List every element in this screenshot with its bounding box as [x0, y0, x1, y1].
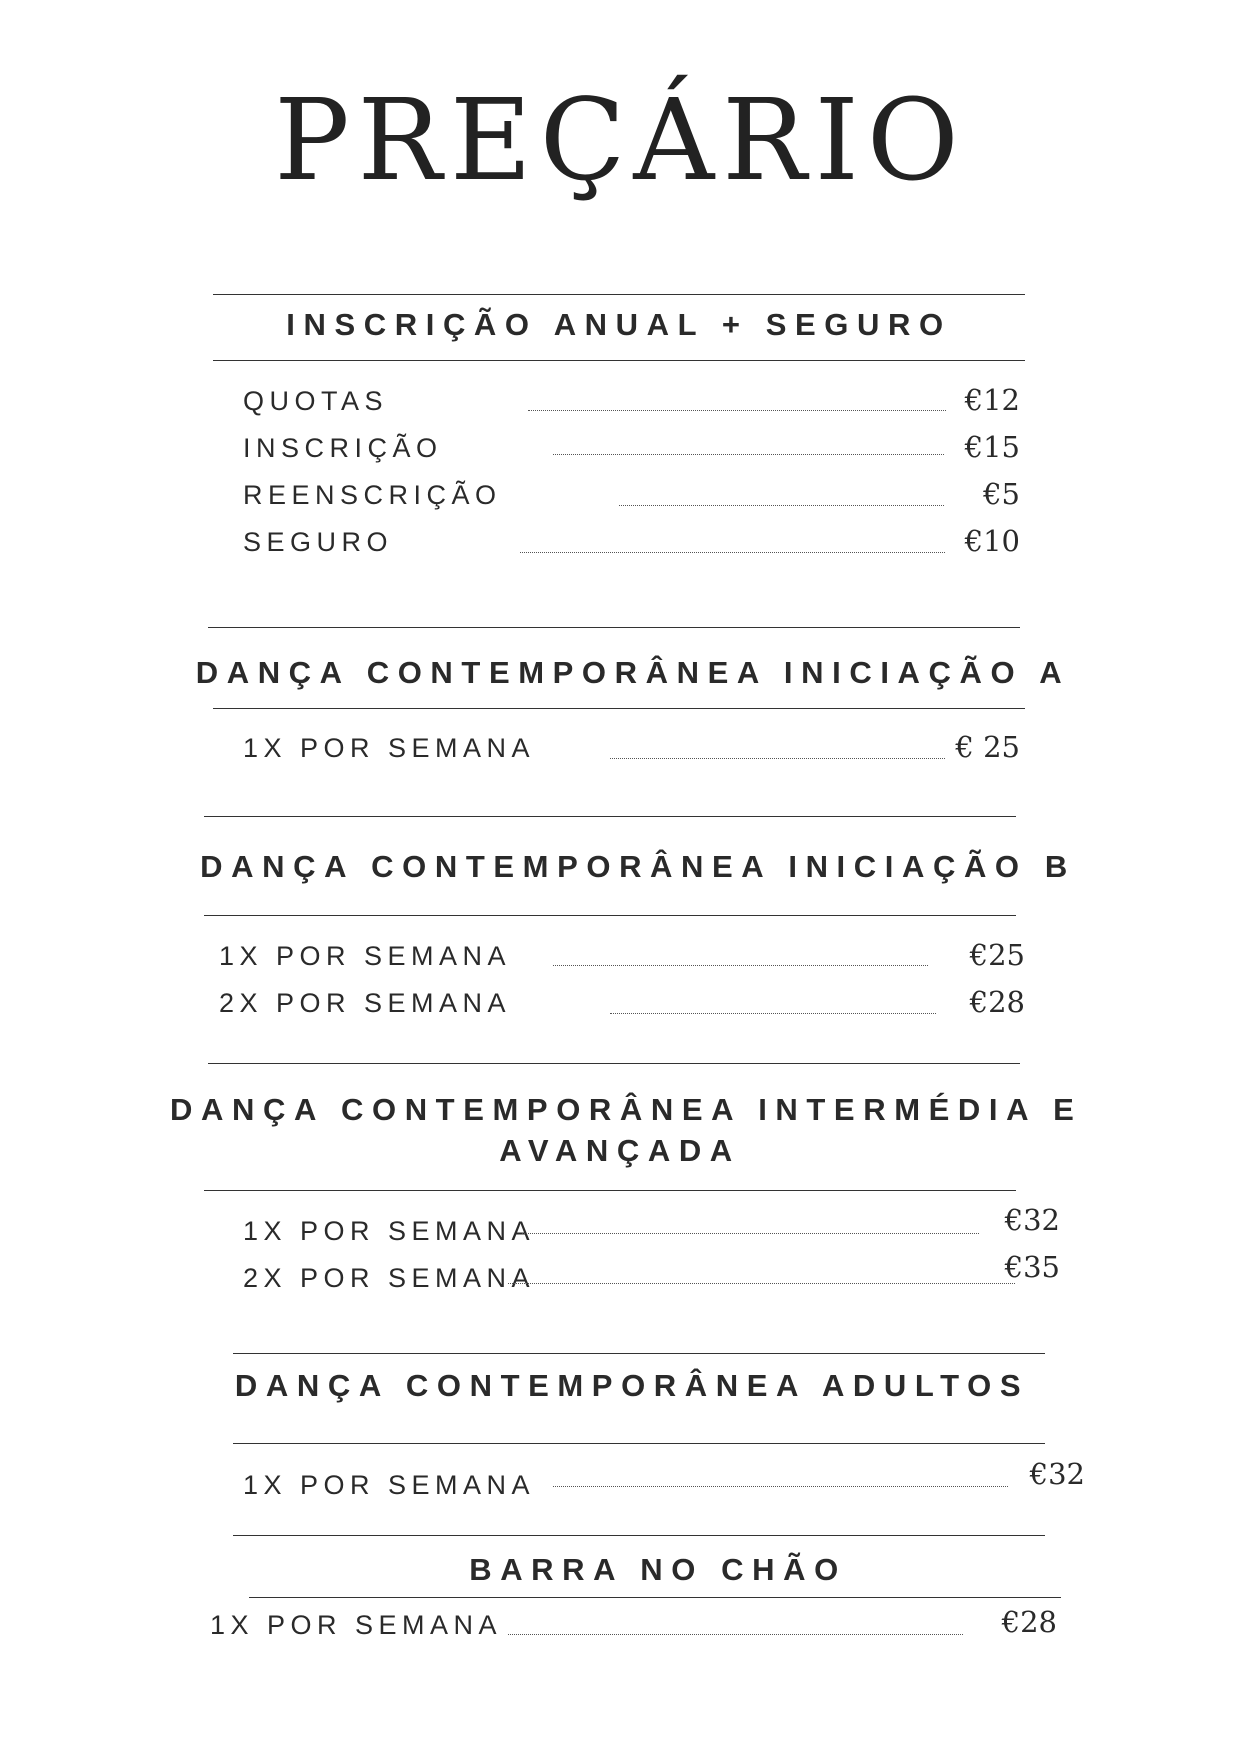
dot-leader	[553, 965, 928, 966]
price-value-1x: €32	[1004, 1203, 1060, 1237]
section-heading-inscricao: INSCRIÇÃO ANUAL + SEGURO	[286, 307, 952, 342]
price-value-2x: €35	[1004, 1250, 1060, 1284]
price-label-2x: 2X POR SEMANA	[243, 1263, 536, 1293]
section-rule	[213, 360, 1025, 361]
dot-leader	[610, 758, 945, 759]
dot-leader	[553, 1486, 1008, 1487]
price-label-1x: 1X POR SEMANA	[243, 1470, 536, 1500]
price-value-quotas: €12	[964, 383, 1020, 417]
section-rule	[249, 1597, 1061, 1598]
price-label-seguro: SEGURO	[243, 527, 394, 557]
dot-leader	[619, 505, 944, 506]
section-rule	[208, 627, 1020, 628]
section-heading-intermedia-line1: DANÇA CONTEMPORÂNEA INTERMÉDIA E	[170, 1092, 1083, 1127]
price-label-inscricao: INSCRIÇÃO	[243, 433, 443, 463]
price-label-1x: 1X POR SEMANA	[243, 733, 536, 763]
section-rule	[213, 708, 1025, 709]
dot-leader	[553, 454, 944, 455]
section-rule	[204, 915, 1016, 916]
price-label-2x: 2X POR SEMANA	[219, 988, 512, 1018]
price-label-1x: 1X POR SEMANA	[243, 1216, 536, 1246]
dot-leader	[508, 1634, 963, 1635]
price-label-1x: 1X POR SEMANA	[219, 941, 512, 971]
dot-leader	[522, 1233, 979, 1234]
section-rule	[208, 1063, 1020, 1064]
price-value-1x: € 25	[955, 730, 1020, 764]
price-label-reenscricao: REENSCRIÇÃO	[243, 480, 502, 510]
price-value-2x: €28	[969, 985, 1025, 1019]
section-heading-adultos: DANÇA CONTEMPORÂNEA ADULTOS	[234, 1368, 1030, 1403]
price-label-1x: 1X POR SEMANA	[210, 1610, 503, 1640]
dot-leader	[528, 410, 946, 411]
section-heading-barra-no-chao: BARRA NO CHÃO	[469, 1552, 847, 1587]
section-heading-intermedia-line2: AVANÇADA	[499, 1133, 741, 1168]
section-rule	[204, 1190, 1016, 1191]
section-rule	[213, 294, 1025, 295]
dot-leader	[508, 1283, 1015, 1284]
price-label-quotas: QUOTAS	[243, 386, 389, 416]
section-heading-iniciacao-a: DANÇA CONTEMPORÂNEA INICIAÇÃO A	[195, 655, 1071, 690]
section-rule	[204, 816, 1016, 817]
page-title: PREÇÁRIO	[274, 76, 967, 206]
price-value-1x: €25	[969, 938, 1025, 972]
section-rule	[233, 1535, 1045, 1536]
price-value-1x: €32	[1029, 1457, 1085, 1491]
dot-leader	[610, 1013, 936, 1014]
price-value-seguro: €10	[964, 524, 1020, 558]
dot-leader	[520, 552, 945, 553]
price-value-reenscricao: €5	[983, 477, 1020, 511]
section-heading-iniciacao-b: DANÇA CONTEMPORÂNEA INICIAÇÃO B	[200, 849, 1076, 884]
price-value-1x: €28	[1001, 1605, 1057, 1639]
price-value-inscricao: €15	[964, 430, 1020, 464]
section-rule	[233, 1353, 1045, 1354]
section-rule	[233, 1443, 1045, 1444]
